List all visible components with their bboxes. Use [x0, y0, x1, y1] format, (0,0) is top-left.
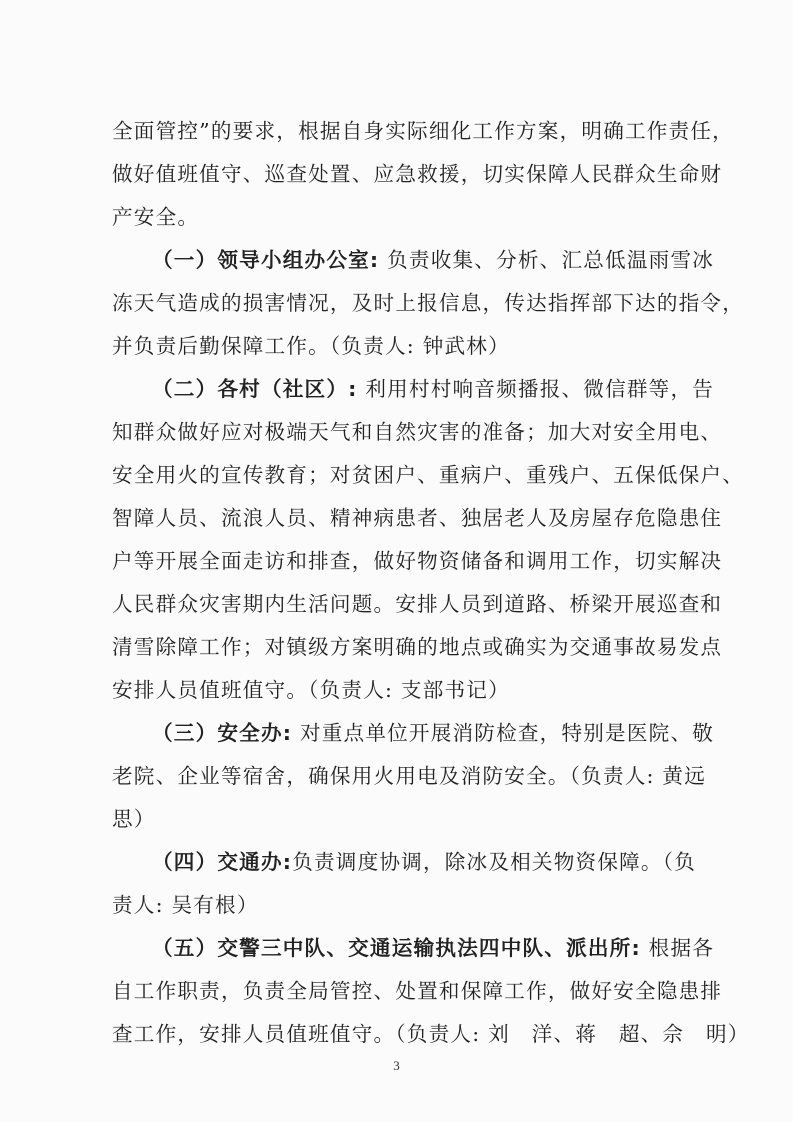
body-line: 责人: 吴有根） — [112, 893, 259, 917]
section-heading: （五）交警三中队、交通运输执法四中队、派出所: — [152, 936, 641, 960]
body-text: 根据各 — [640, 936, 715, 960]
body-line: 查工作，安排人员值班值守。（负责人: 刘 洋、蒋 超、佘 明） — [112, 1022, 750, 1046]
body-line: 做好值班值守、巡查处置、应急救援，切实保障人民群众生命财 — [112, 162, 723, 186]
body-text: 负责收集、分析、汇总低温雨雪冰 — [379, 248, 715, 272]
section-heading: （四）交通办: — [152, 850, 293, 874]
body-line: 冻天气造成的损害情况，及时上报信息，传达指挥部下达的指令， — [112, 291, 745, 315]
body-line: 老院、企业等宿舍，确保用火用电及消防安全。（负责人: 黄远 — [112, 764, 707, 788]
paragraph-1-first-line — [152, 246, 715, 274]
section-heading: （三）安全办: — [152, 721, 293, 745]
body-text: 利用村村响音频播报、微信群等，告 — [357, 377, 715, 401]
body-line: 并负责后勤保障工作。（负责人: 钟武林） — [112, 334, 510, 358]
body-line: 清雪除障工作；对镇级方案明确的地点或确实为交通事故易发点 — [112, 635, 723, 659]
body-line: 知群众做好应对极端天气和自然灾害的准备；加大对安全用电、 — [112, 420, 723, 444]
body-line: 思） — [112, 807, 156, 831]
paragraph-3-first-line — [152, 719, 715, 747]
body-text: 对重点单位开展消防检查，特别是医院、敬 — [292, 721, 715, 745]
paragraph-2-first-line — [152, 375, 715, 403]
paragraph-5-first-line — [152, 934, 715, 962]
body-line: 智障人员、流浪人员、精神病患者、独居老人及房屋存危隐患住 — [112, 506, 723, 530]
page-number: 3 — [393, 1058, 400, 1073]
body-line: 人民群众灾害期内生活问题。安排人员到道路、桥梁开展巡查和 — [112, 592, 723, 616]
section-heading: （一）领导小组办公室: — [152, 248, 380, 272]
body-line: 自工作职责，负责全局管控、处置和保障工作，做好安全隐患排 — [112, 979, 723, 1003]
body-line: 产安全。 — [112, 205, 200, 229]
section-heading: （二）各村（社区）: — [152, 377, 358, 401]
body-line: 安排人员值班值守。（负责人: 支部书记） — [112, 678, 510, 702]
body-line: 安全用火的宣传教育；对贫困户、重病户、重残户、五保低保户、 — [112, 463, 745, 487]
body-line: 全面管控”的要求，根据自身实际细化工作方案，明确工作责任， — [112, 119, 734, 143]
body-text: 负责调度协调，除冰及相关物资保障。（负 — [292, 850, 696, 874]
paragraph-4-first-line — [152, 848, 696, 876]
body-line: 户等开展全面走访和排查，做好物资储备和调用工作，切实解决 — [112, 549, 723, 573]
